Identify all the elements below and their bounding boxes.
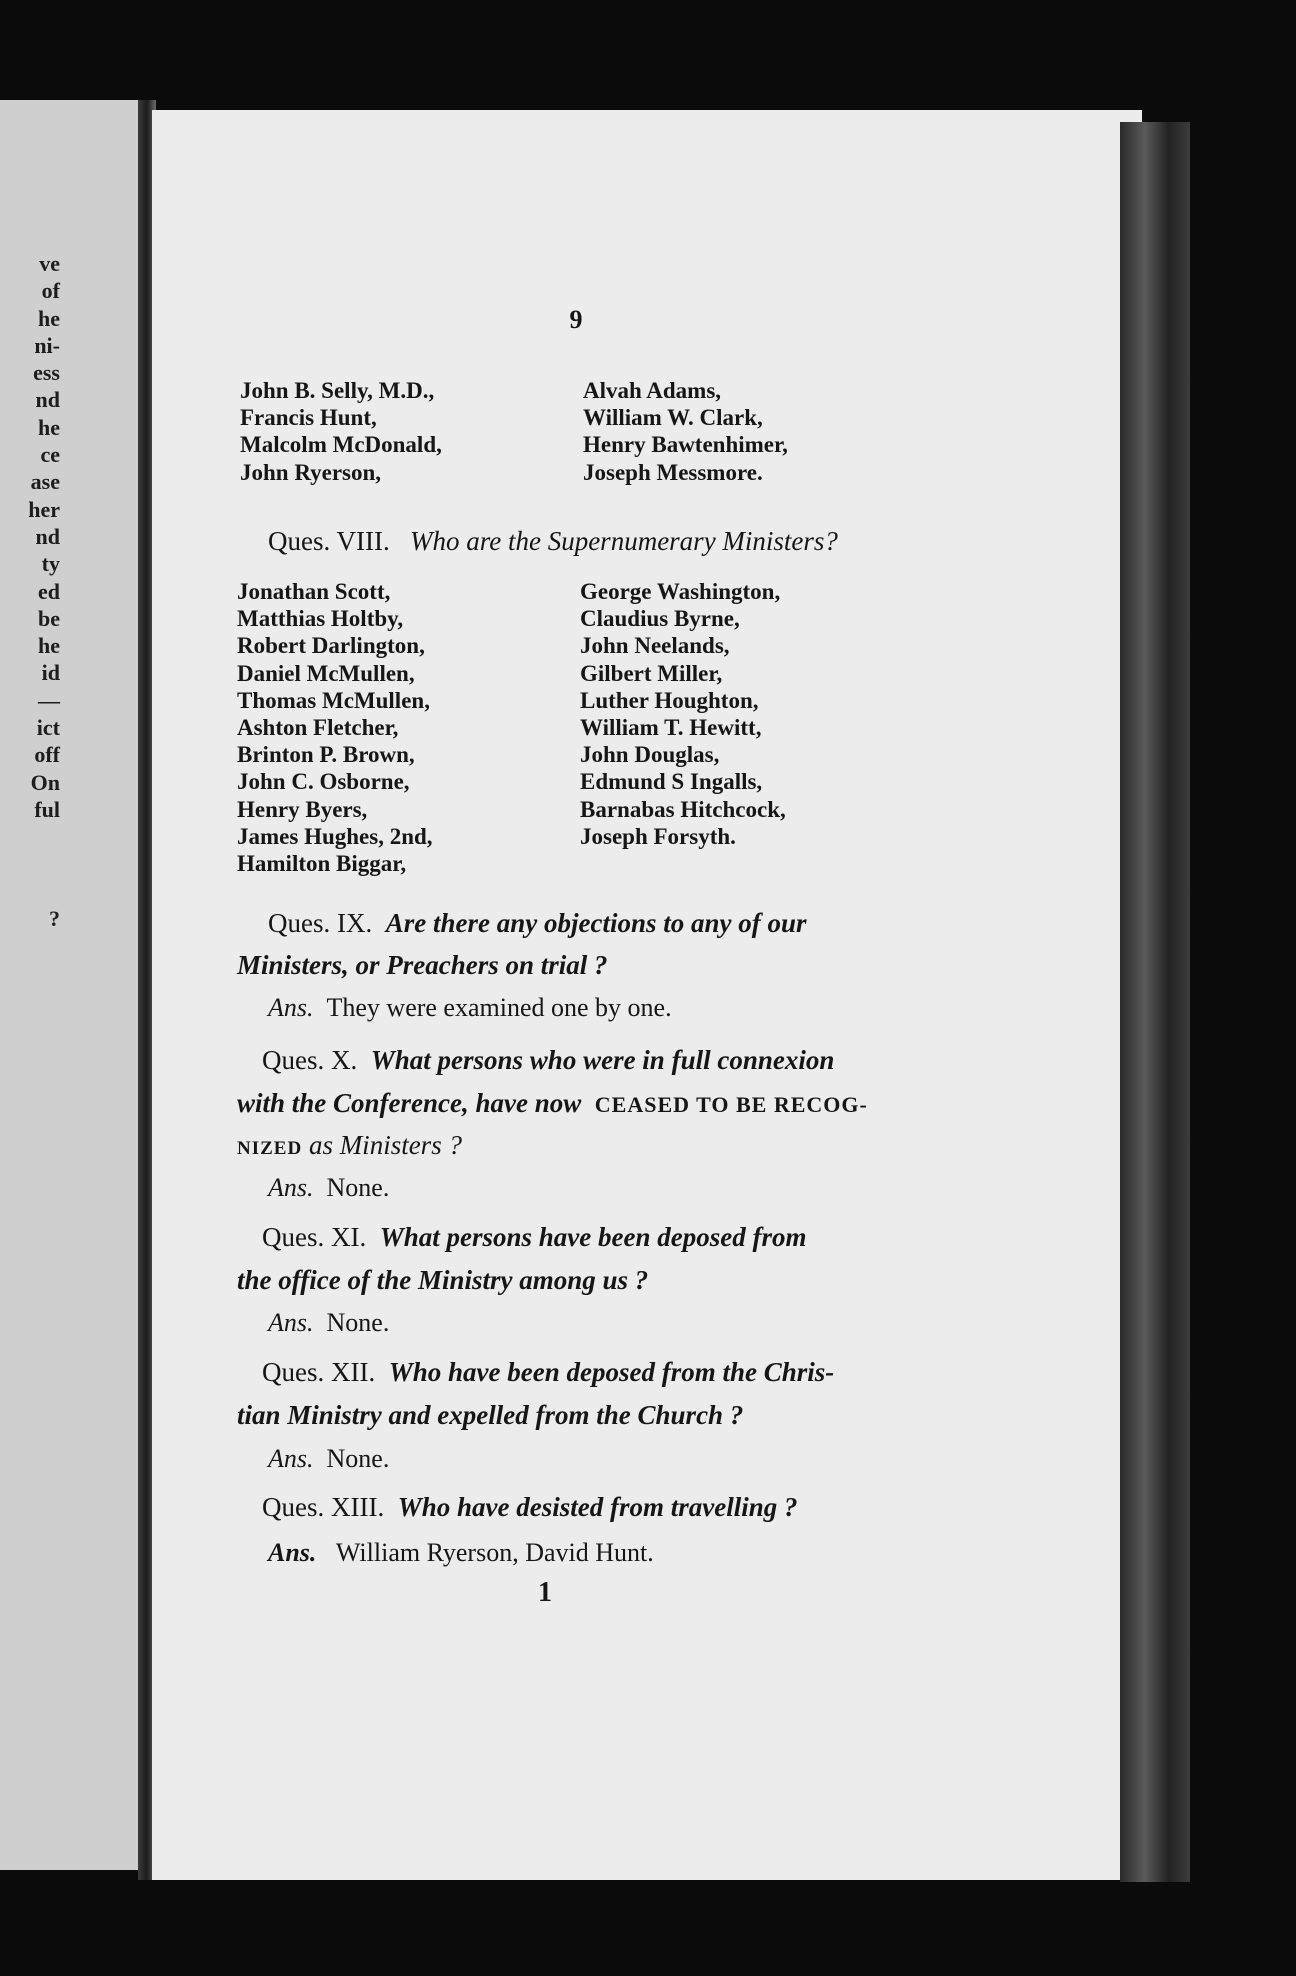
facing-page-fragment: ni-	[34, 332, 60, 358]
minister-name: George Washington,	[580, 579, 781, 604]
question-text-caps: CEASED TO BE RECOG-	[594, 1092, 868, 1117]
facing-page-fragment: ty	[41, 551, 60, 577]
minister-name: Henry Byers,	[237, 796, 368, 822]
facing-page-fragment: nd	[35, 387, 60, 413]
minister-name: Francis Hunt,	[240, 405, 377, 431]
question-text: with the Conference, have now	[237, 1088, 582, 1118]
facing-page-text	[0, 250, 60, 932]
page-number: 9	[569, 305, 583, 334]
minister-name: Edmund S Ingalls,	[580, 769, 763, 795]
question-text-caps: NIZED	[237, 1138, 303, 1159]
minister-name: Thomas McMullen,	[237, 687, 430, 713]
minister-name: Hamilton Biggar,	[237, 850, 407, 876]
answer-text: William Ryerson, David Hunt.	[335, 1538, 654, 1567]
question-text: tian Ministry and expelled from the Church ?	[237, 1400, 744, 1430]
question-text: Who have been deposed from the Chris-	[388, 1357, 835, 1387]
minister-name: Ashton Fletcher,	[237, 714, 399, 740]
minister-name: Henry Bawtenhimer,	[583, 432, 788, 458]
question-label: Ques. XII.	[262, 1357, 376, 1387]
answer-label: Ans.	[268, 993, 314, 1022]
answer-10	[268, 1173, 389, 1203]
facing-page-fragment: ess	[33, 360, 60, 386]
answer-text: They were examined one by one.	[326, 993, 672, 1022]
answer-label: Ans.	[268, 1308, 314, 1337]
question-9-cont	[237, 950, 608, 981]
signature-mark: 1	[538, 1577, 552, 1608]
answer-text: None.	[326, 1444, 390, 1473]
minister-name: John Ryerson,	[240, 459, 382, 485]
minister-name: John Neelands,	[580, 633, 730, 659]
answer-13	[268, 1538, 654, 1568]
minister-name: Gilbert Miller,	[580, 660, 723, 686]
minister-name: James Hughes, 2nd,	[237, 823, 433, 849]
facing-page-fragment: off	[34, 742, 60, 768]
minister-name: Luther Houghton,	[580, 687, 759, 713]
facing-page-fragment: id	[41, 660, 60, 686]
question-12-cont	[237, 1400, 743, 1431]
minister-name: Joseph Forsyth.	[580, 823, 736, 849]
question-12	[262, 1357, 834, 1388]
question-text: Ministers, or Preachers on trial ?	[237, 950, 608, 980]
minister-name: Alvah Adams,	[583, 378, 722, 403]
facing-page-fragment: he	[38, 633, 60, 659]
facing-page-fragment: of	[41, 278, 60, 304]
facing-page-fragment: ict	[36, 715, 60, 741]
question-text: Who have desisted from travelling ?	[397, 1492, 798, 1522]
question-13	[262, 1492, 797, 1523]
minister-name: Daniel McMullen,	[237, 660, 415, 686]
facing-page-fragment: ed	[38, 578, 60, 604]
minister-name: William W. Clark,	[583, 405, 763, 431]
facing-page-fragment	[0, 851, 60, 878]
facing-page-fragment: he	[38, 305, 60, 331]
facing-page-fragment: ve	[39, 251, 60, 276]
facing-page-fragment: nd	[35, 523, 60, 549]
answer-12	[268, 1444, 389, 1474]
facing-page-fragment: her	[28, 496, 60, 522]
answer-text: None.	[326, 1308, 390, 1337]
minister-name: John B. Selly, M.D.,	[240, 378, 435, 403]
minister-name: John Douglas,	[580, 742, 720, 768]
question-10-cont2	[237, 1130, 462, 1161]
minister-name: Claudius Byrne,	[580, 606, 740, 632]
minister-name: William T. Hewitt,	[580, 714, 762, 740]
minister-name: Brinton P. Brown,	[237, 742, 415, 768]
question-8	[268, 526, 838, 557]
question-text: Who are the Supernumerary Ministers?	[409, 526, 838, 556]
question-9	[268, 908, 807, 939]
answer-9	[268, 993, 672, 1023]
answer-label: Ans.	[268, 1538, 317, 1567]
facing-page-fragment: be	[38, 605, 60, 631]
question-label: Ques. X.	[262, 1045, 358, 1075]
facing-page-fragment: he	[38, 414, 60, 440]
question-label: Ques. IX.	[268, 908, 373, 938]
minister-name: Jonathan Scott,	[237, 579, 391, 604]
facing-page-fragment: ase	[30, 469, 60, 495]
list-one-right	[583, 377, 788, 486]
facing-page-fragment	[0, 878, 60, 905]
list-two-right	[580, 578, 786, 850]
answer-text: None.	[326, 1173, 390, 1202]
page-edge	[1120, 122, 1190, 1882]
question-11	[262, 1222, 806, 1253]
question-text: What persons have been deposed from	[379, 1222, 807, 1252]
answer-label: Ans.	[268, 1173, 314, 1202]
answer-11	[268, 1308, 389, 1338]
question-text: Are there any objections to any of our	[385, 908, 807, 938]
question-text: What persons who were in full connexion	[370, 1045, 835, 1075]
minister-name: John C. Osborne,	[237, 769, 410, 795]
minister-name: Robert Darlington,	[237, 633, 425, 659]
list-two-left	[237, 578, 433, 877]
facing-page-fragment: —	[38, 687, 60, 713]
question-10	[262, 1045, 834, 1076]
question-11-cont	[237, 1265, 648, 1296]
minister-name: Malcolm McDonald,	[240, 432, 442, 458]
question-text: as Ministers ?	[308, 1130, 462, 1160]
facing-page-fragment: ?	[49, 906, 60, 932]
answer-label: Ans.	[268, 1444, 314, 1473]
question-label: Ques. XI.	[262, 1222, 367, 1252]
minister-name: Joseph Messmore.	[583, 459, 763, 485]
facing-page-fragment: On	[30, 769, 60, 795]
facing-page-fragment: ce	[40, 442, 60, 468]
list-one-left	[240, 377, 442, 486]
question-10-cont	[237, 1088, 868, 1119]
facing-page-fragment	[0, 823, 60, 850]
minister-name: Matthias Holtby,	[237, 606, 404, 632]
question-label: Ques. XIII.	[262, 1492, 385, 1522]
facing-page-fragment: ful	[34, 796, 60, 822]
minister-name: Barnabas Hitchcock,	[580, 796, 786, 822]
question-text: the office of the Ministry among us ?	[237, 1265, 649, 1295]
question-label: Ques. VIII.	[268, 526, 390, 556]
